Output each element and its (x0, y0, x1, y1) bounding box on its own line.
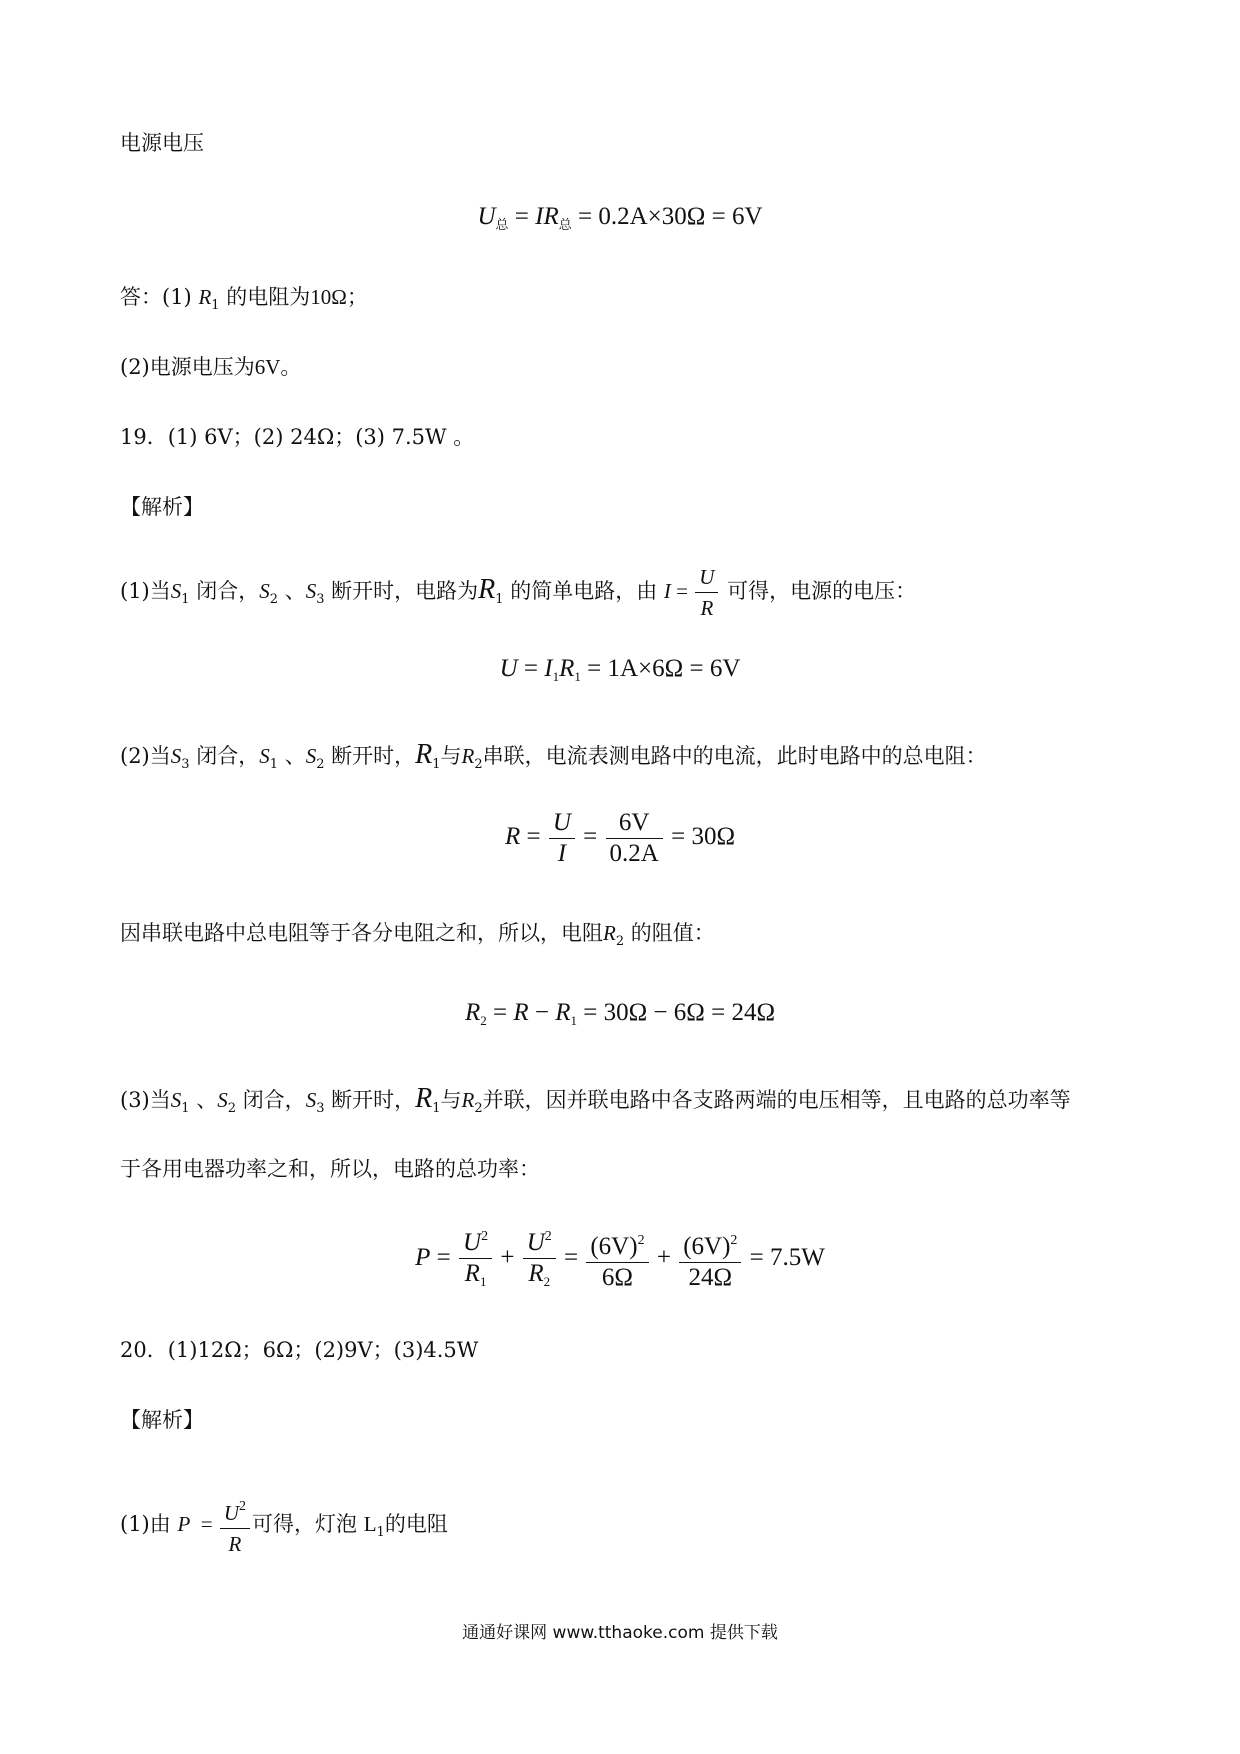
fraction-u-over-r: $\frac{U}{R}$ (695, 562, 718, 623)
text: 因串联电路中总电阻等于各分电阻之和，所以，电阻 (120, 921, 603, 945)
paragraph-6: (1)由 P = $\frac{U^2}{R}$ 可得，灯泡 $L_1$的电阻 (120, 1492, 448, 1559)
section-heading: 【解析】 (120, 1408, 204, 1432)
answer-value: 6V (254, 355, 281, 379)
text: (1)由 (120, 1512, 171, 1536)
text: 闭合， (196, 744, 260, 768)
equation-total-voltage: $U_总 = IR_总 = 0.2A\times 30\Omega = 6V$ (477, 203, 763, 232)
fraction-u2-over-r: $\frac{U^2}{R}$ (220, 1492, 250, 1559)
text: 闭合， (196, 579, 260, 603)
text: 与 (440, 744, 462, 768)
text: 的简单电路，由 (510, 579, 658, 603)
answer-line-2 (120, 352, 301, 382)
paragraph-1: (1)当$S_1$ 闭合，$S_2$ 、$S_3$ 断开时，电路为$R_1$ 的简单电路，由 I = $\frac{U}{R}$ 可得，电源的电压： (120, 562, 916, 623)
text: 与 (440, 1088, 462, 1112)
answer-value: 10Ω (310, 285, 347, 309)
text: 、 (196, 1088, 218, 1112)
text: 1 (376, 1525, 385, 1540)
text: (1)当 (120, 579, 171, 603)
question-20-answer: 20．(1)12Ω；6Ω；(2)9V；(3)4.5W (120, 1338, 479, 1362)
text: (3)当 (120, 1088, 171, 1112)
text: 可得，电源的电压： (727, 579, 917, 603)
text-line: 电源电压 (120, 131, 204, 155)
paragraph-5: 于各用电器功率之和，所以，电路的总功率： (120, 1157, 540, 1181)
answer-end: ； (346, 285, 368, 309)
text: 可得，灯泡 (252, 1512, 358, 1536)
text: 并联，因并联电路中各支路两端的电压相等，且电路的总功率等 (482, 1088, 1071, 1112)
equation-total-power: P = $\frac{U^2}{R_1}$ + $\frac{U^2}{R_2}$ = $\frac{(6V)^2}{6\Omega}$ + $\frac{(6V)^2}{24\Omega}$ = 7.5W (0, 1222, 1240, 1297)
text: 闭合， (242, 1088, 306, 1112)
text: L (363, 1512, 377, 1536)
answer-prefix: 答：(1) (120, 285, 192, 309)
text: 、 (284, 579, 306, 603)
text: 的阻值： (630, 921, 715, 945)
section-heading: 【解析】 (120, 495, 204, 519)
answer-end: 。 (280, 355, 302, 379)
text: 断开时， (331, 1088, 416, 1112)
equation-total-resistance: R = $\frac{U}{I}$ = $\frac{6V}{0.2A}$ = 30Ω (504, 809, 736, 867)
paragraph-4: (3)当$S_1$ 、$S_2$ 闭合，$S_3$ 断开时，$R_1$与$R_2$并联，因并联电路中各支路两端的电压相等，且电路的总功率等 (120, 1083, 1071, 1116)
text: 断开时， (331, 744, 416, 768)
paragraph-2: (2)当$S_3$ 闭合，$S_1$ 、$S_2$ 断开时，$R_1$与$R_2$串联，电流表测电路中的电流，此时电路中的总电阻： (120, 739, 987, 772)
footer-watermark: 通通好课网 www.tthaoke.com 提供下载 (462, 1623, 778, 1643)
paragraph-3: 因串联电路中总电阻等于各分电阻之和，所以，电阻$R_2$ 的阻值： (120, 921, 715, 949)
answer-prefix: (2)电源电压为 (120, 355, 255, 379)
question-19-answer: 19．(1) 6V；(2) 24Ω；(3) 7.5W 。 (120, 425, 475, 449)
text: (2)当 (120, 744, 171, 768)
text: 、 (284, 744, 306, 768)
text: 串联，电流表测电路中的电流，此时电路中的总电阻： (482, 744, 987, 768)
answer-text: 的电阻为 (226, 285, 311, 309)
eq-result: = 6V (711, 203, 763, 230)
text: 的电阻 (384, 1512, 448, 1536)
answer-line-1: 答：(1) $R_1$ 的电阻为10Ω； (120, 285, 368, 313)
text: 断开时，电路为 (331, 579, 479, 603)
equation-r2: $R_2 = R - R_1 = 30\Omega - 6\Omega = 24\Omega$ (464, 999, 776, 1028)
equation-source-voltage: $U = I_1R_1 = 1A\times 6\Omega = 6V$ (499, 655, 741, 684)
